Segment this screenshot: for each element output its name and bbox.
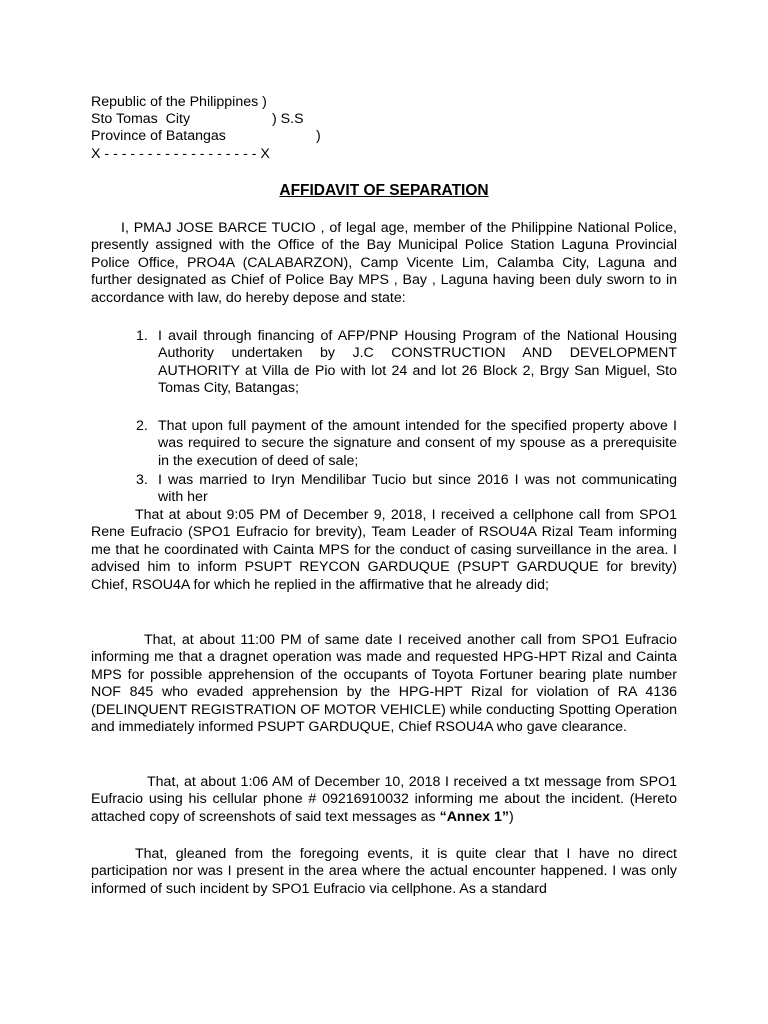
caption-ss: ) S.S: [272, 111, 304, 127]
paragraph-txt-message: [91, 774, 677, 826]
paragraph-no-participation: That, gleaned from the foregoing events, it is quite clear that I have no direct participation nor was I present in the area where the actual encounter happened. I was only informed of such incident by SPO1 Eufracio via cellphone. As a standard: [91, 846, 677, 897]
intro-paragraph: I, PMAJ JOSE BARCE TUCIO , of legal age, member of the Philippine National Police, presently assigned with the Office of the Bay Municipal Police Station Laguna Provincial Police Office, PRO4A (CALABARZON), Camp Vicente Lim, Calamba City, Laguna and further designated as Chief of Police Bay MPS , Bay , Laguna having been duly sworn to in accordance with law, do hereby depose and state:: [91, 220, 677, 306]
item-1-number: 1.: [136, 328, 148, 344]
annex-1-label: “Annex 1”: [439, 808, 509, 825]
document-title-text: AFFIDAVIT OF SEPARATION: [279, 182, 489, 199]
item-1-text: I avail through financing of AFP/PNP Housing Program of the National Housing Authority undertaken by J.C CONSTRUCTION AND DEVELOPMENT AUTHORITY at Villa de Pio with lot 24 and lot 26 Block 2, Brgy San Miguel, Sto Tomas City, Batangas;: [158, 328, 677, 397]
item-2-text: That upon full payment of the amount intended for the specified property above I was required to secure the signature and consent of my spouse as a prerequisite in the execution of deed of sale;: [158, 418, 677, 469]
caption-line-province: Province of Batangas: [91, 128, 226, 144]
item-3-text: I was married to Iryn Mendilibar Tucio but since 2016 I was not communicating with her: [158, 472, 677, 506]
paragraph-txt-message-text: That, at about 1:06 AM of December 10, 2018 I received a txt message from SPO1 Eufracio using his cellular phone # 09216910032 informing me about the incident. (Hereto attached copy of screenshots of said text messages as: [91, 774, 677, 825]
caption-separator: X - - - - - - - - - - - - - - - - - - X: [91, 146, 270, 162]
caption-line-city: Sto Tomas City: [91, 111, 191, 127]
document-title: [0, 182, 768, 200]
paragraph-call-1100pm: That, at about 11:00 PM of same date I received another call from SPO1 Eufracio informing me that a dragnet operation was made and requested HPG-HPT Rizal and Cainta MPS for possible apprehension of the occupants of Toyota Fortuner bearing plate number NOF 845 who evaded apprehension by the HPG-HPT Rizal for violation of RA 4136 (DELINQUENT REGISTRATION OF MOTOR VEHICLE) while conducting Spotting Operation and immediately informed PSUPT GARDUQUE, Chief RSOU4A who gave clearance.: [91, 632, 677, 736]
item-3-number: 3.: [136, 472, 148, 488]
paragraph-call-905pm: That at about 9:05 PM of December 9, 2018, I received a cellphone call from SPO1 Rene Eufracio (SPO1 Eufracio for brevity), Team Leader of RSOU4A Rizal Team informing me that he coordinated with Cainta MPS for the conduct of casing surveillance in the area. I advised him to inform PSUPT REYCON GARDUQUE (PSUPT GARDUQUE for brevity) Chief, RSOU4A for which he replied in the affirmative that he already did;: [91, 507, 677, 593]
paragraph-txt-message-end: ): [508, 808, 514, 825]
caption-line-republic: Republic of the Philippines ): [91, 94, 267, 110]
item-2-number: 2.: [136, 418, 148, 434]
caption-paren: ): [316, 128, 321, 144]
